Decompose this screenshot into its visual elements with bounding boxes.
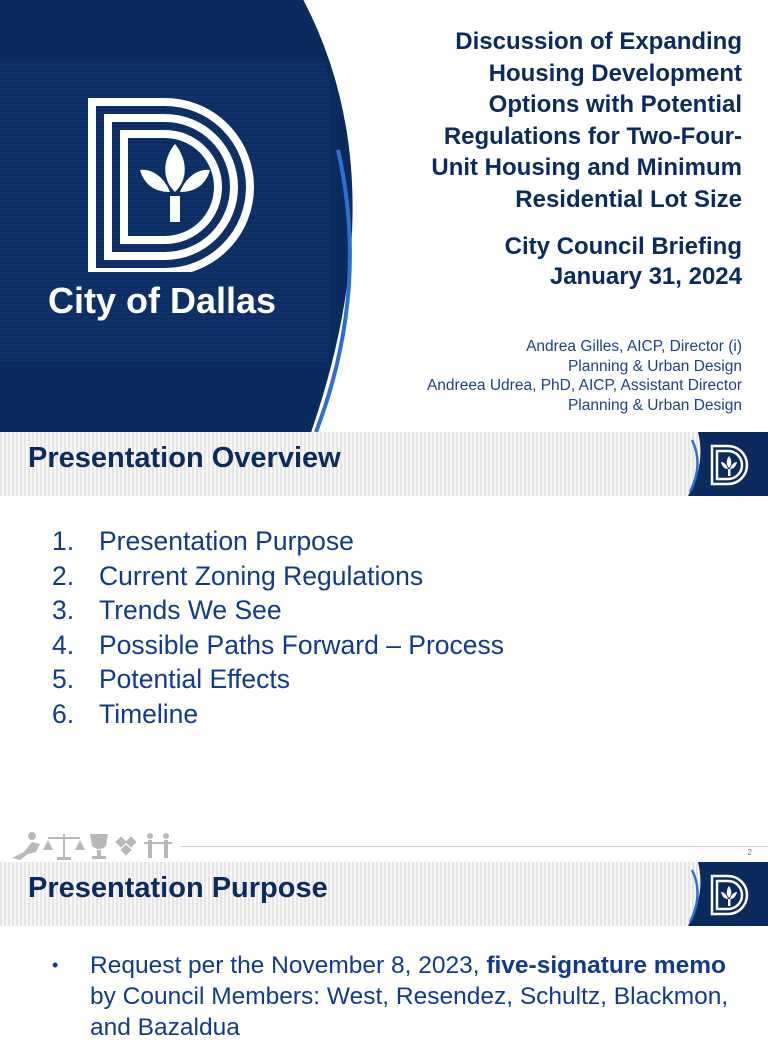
title-line: Options with Potential [488, 91, 742, 118]
page-title: Presentation Overview [28, 442, 341, 474]
briefing-block [505, 232, 742, 292]
purpose-header [0, 862, 768, 926]
list-number: 4. [52, 629, 75, 660]
list-number: 5. [52, 664, 75, 695]
list-number: 2. [52, 560, 75, 591]
briefing-date: January 31, 2024 [549, 263, 742, 290]
diamond-icon [115, 836, 136, 855]
bullet-marker: • [52, 955, 59, 975]
city-name: City of Dallas [48, 280, 277, 321]
list-number: 1. [52, 526, 75, 556]
list-label: Trends We See [99, 595, 282, 626]
footer-divider [180, 846, 768, 847]
title-line: Residential Lot Size [515, 185, 742, 213]
title-slide [0, 0, 768, 432]
purpose-bullet [52, 950, 732, 1043]
title-line: Unit Housing and Minimum [431, 154, 742, 181]
title-line: Discussion of Expanding [455, 28, 742, 55]
list-label: Current Zoning Regulations [99, 560, 424, 591]
bullet-text [90, 950, 732, 1043]
dallas-logo-icon [80, 92, 260, 272]
dallas-logo-icon [678, 432, 768, 496]
bullet-text-part: Request per the November 8, 2023, [90, 952, 487, 979]
list-label: Presentation Purpose [99, 526, 354, 556]
title-line: Housing Development [488, 59, 742, 87]
list-number: 3. [52, 595, 75, 626]
list-label: Potential Effects [99, 664, 291, 695]
presenter-line: Andreea Udrea, PhD, AICP, Assistant Director [426, 377, 742, 394]
footer-icons [10, 828, 180, 864]
list-item [52, 628, 504, 663]
list-item [52, 697, 504, 732]
list-number: 6. [52, 698, 75, 729]
title-line: Regulations for Two-Four- [443, 122, 742, 150]
bullet-bold-text: five-signature memo [486, 952, 726, 979]
presenter-line: Planning & Urban Design [567, 357, 742, 375]
list-item [52, 524, 504, 559]
page-title: Presentation Purpose [28, 872, 328, 904]
list-item [52, 559, 504, 594]
dallas-logo-icon [678, 862, 768, 926]
overview-list [52, 524, 504, 732]
list-label: Possible Paths Forward – Process [99, 629, 505, 660]
list-item [52, 662, 504, 697]
bullet-text-part: by Council Members: West, Resendez, Schultz, Blackmon, and Bazaldua [90, 983, 729, 1041]
list-item [52, 593, 504, 628]
presenters [427, 337, 742, 415]
presenter-line: Planning & Urban Design [567, 396, 742, 414]
person-icon [12, 832, 40, 860]
page-number: 2 [747, 848, 752, 857]
presentation-title [362, 26, 742, 215]
scales-icon [43, 834, 85, 860]
overview-header [0, 432, 768, 496]
people-icon [144, 833, 172, 858]
briefing-label: City Council Briefing [504, 233, 742, 260]
trophy-icon [90, 834, 108, 859]
list-label: Timeline [99, 698, 199, 729]
presenter-line: Andrea Gilles, AICP, Director (i) [526, 338, 742, 355]
